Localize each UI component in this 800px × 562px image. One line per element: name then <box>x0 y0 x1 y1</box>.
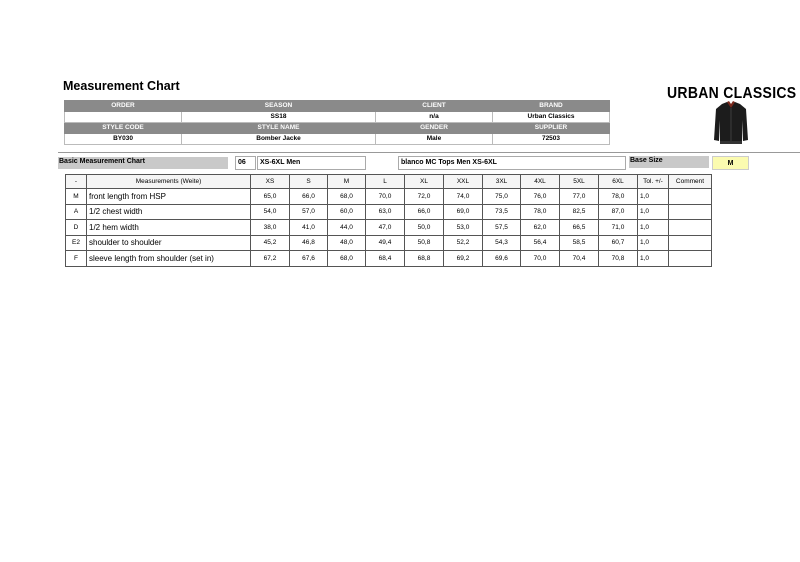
row-tolerance: 1,0 <box>638 220 669 236</box>
col-header: S <box>290 175 328 189</box>
row-value: 73,5 <box>483 204 521 220</box>
col-header: 5XL <box>560 175 599 189</box>
col-header: Measurements (Weite) <box>87 175 251 189</box>
table-row <box>66 220 712 236</box>
row-value: 87,0 <box>599 204 638 220</box>
row-value: 67,6 <box>290 251 328 267</box>
measurement-header-row <box>66 175 712 189</box>
row-value: 67,2 <box>251 251 290 267</box>
value-gender: Male <box>376 134 493 145</box>
table-row <box>66 251 712 267</box>
row-comment <box>669 189 712 205</box>
row-value: 72,0 <box>405 189 444 205</box>
col-header: XS <box>251 175 290 189</box>
row-value: 52,2 <box>444 235 483 251</box>
header-client: CLIENT <box>376 101 493 112</box>
row-comment <box>669 251 712 267</box>
row-value: 82,5 <box>560 204 599 220</box>
row-value: 49,4 <box>366 235 405 251</box>
row-value: 38,0 <box>251 220 290 236</box>
row-value: 66,0 <box>290 189 328 205</box>
row-value: 50,0 <box>405 220 444 236</box>
basic-chart-code: 06 <box>235 156 256 170</box>
row-value: 46,8 <box>290 235 328 251</box>
col-header: 6XL <box>599 175 638 189</box>
row-tolerance: 1,0 <box>638 189 669 205</box>
table-row <box>66 189 712 205</box>
row-value: 44,0 <box>328 220 366 236</box>
row-value: 70,0 <box>366 189 405 205</box>
table-row <box>66 204 712 220</box>
header-brand: BRAND <box>493 101 610 112</box>
row-value: 54,3 <box>483 235 521 251</box>
col-header: XL <box>405 175 444 189</box>
value-order <box>65 112 182 123</box>
row-value: 70,4 <box>560 251 599 267</box>
row-value: 53,0 <box>444 220 483 236</box>
row-comment <box>669 235 712 251</box>
row-value: 69,2 <box>444 251 483 267</box>
row-value: 77,0 <box>560 189 599 205</box>
value-season: SS18 <box>182 112 376 123</box>
row-value: 66,5 <box>560 220 599 236</box>
row-code: A <box>66 204 87 220</box>
row-value: 68,0 <box>328 251 366 267</box>
base-size-label: Base Size <box>629 156 709 168</box>
header-order: ORDER <box>65 101 182 112</box>
col-header: 4XL <box>521 175 560 189</box>
value-style-name: Bomber Jacke <box>182 134 376 145</box>
value-supplier: 72503 <box>493 134 610 145</box>
row-value: 54,0 <box>251 204 290 220</box>
row-code: F <box>66 251 87 267</box>
header-style-code: STYLE CODE <box>65 123 182 134</box>
row-value: 78,0 <box>521 204 560 220</box>
row-value: 62,0 <box>521 220 560 236</box>
row-value: 57,0 <box>290 204 328 220</box>
row-value: 65,0 <box>251 189 290 205</box>
basic-chart-label: Basic Measurement Chart <box>58 157 228 169</box>
row-comment <box>669 220 712 236</box>
basic-chart-range: XS-6XL Men <box>257 156 366 170</box>
row-value: 68,4 <box>366 251 405 267</box>
row-code: D <box>66 220 87 236</box>
row-value: 68,8 <box>405 251 444 267</box>
col-header: 3XL <box>483 175 521 189</box>
brand-logo: URBAN CLASSICS <box>667 83 797 102</box>
row-value: 69,0 <box>444 204 483 220</box>
row-value: 50,8 <box>405 235 444 251</box>
row-value: 48,0 <box>328 235 366 251</box>
row-value: 57,5 <box>483 220 521 236</box>
base-size-value: M <box>712 156 749 170</box>
row-value: 63,0 <box>366 204 405 220</box>
row-label: 1/2 chest width <box>87 204 251 220</box>
row-value: 70,0 <box>521 251 560 267</box>
value-client: n/a <box>376 112 493 123</box>
table-row <box>66 235 712 251</box>
header-style-name: STYLE NAME <box>182 123 376 134</box>
order-info-table <box>64 100 610 145</box>
row-value: 66,0 <box>405 204 444 220</box>
row-tolerance: 1,0 <box>638 251 669 267</box>
row-value: 68,0 <box>328 189 366 205</box>
divider <box>58 152 800 153</box>
row-value: 60,7 <box>599 235 638 251</box>
page-title: Measurement Chart <box>63 79 180 93</box>
col-header: Tol. +/- <box>638 175 669 189</box>
row-label: 1/2 hem width <box>87 220 251 236</box>
row-value: 75,0 <box>483 189 521 205</box>
value-style-code: BY030 <box>65 134 182 145</box>
col-header: XXL <box>444 175 483 189</box>
measurement-table <box>65 174 712 267</box>
row-value: 60,0 <box>328 204 366 220</box>
header-gender: GENDER <box>376 123 493 134</box>
row-label: front length from HSP <box>87 189 251 205</box>
row-value: 69,6 <box>483 251 521 267</box>
row-label: shoulder to shoulder <box>87 235 251 251</box>
row-value: 74,0 <box>444 189 483 205</box>
row-code: M <box>66 189 87 205</box>
col-header: M <box>328 175 366 189</box>
row-value: 45,2 <box>251 235 290 251</box>
row-value: 47,0 <box>366 220 405 236</box>
row-value: 76,0 <box>521 189 560 205</box>
header-supplier: SUPPLIER <box>493 123 610 134</box>
value-brand: Urban Classics <box>493 112 610 123</box>
header-season: SEASON <box>182 101 376 112</box>
col-header: - <box>66 175 87 189</box>
basic-chart-description: blanco MC Tops Men XS-6XL <box>398 156 626 170</box>
row-tolerance: 1,0 <box>638 204 669 220</box>
row-tolerance: 1,0 <box>638 235 669 251</box>
row-code: E2 <box>66 235 87 251</box>
col-header: L <box>366 175 405 189</box>
jacket-image <box>712 100 750 148</box>
row-value: 41,0 <box>290 220 328 236</box>
row-label: sleeve length from shoulder (set in) <box>87 251 251 267</box>
col-header: Comment <box>669 175 712 189</box>
row-value: 56,4 <box>521 235 560 251</box>
row-value: 78,0 <box>599 189 638 205</box>
row-comment <box>669 204 712 220</box>
row-value: 70,8 <box>599 251 638 267</box>
row-value: 58,5 <box>560 235 599 251</box>
row-value: 71,0 <box>599 220 638 236</box>
